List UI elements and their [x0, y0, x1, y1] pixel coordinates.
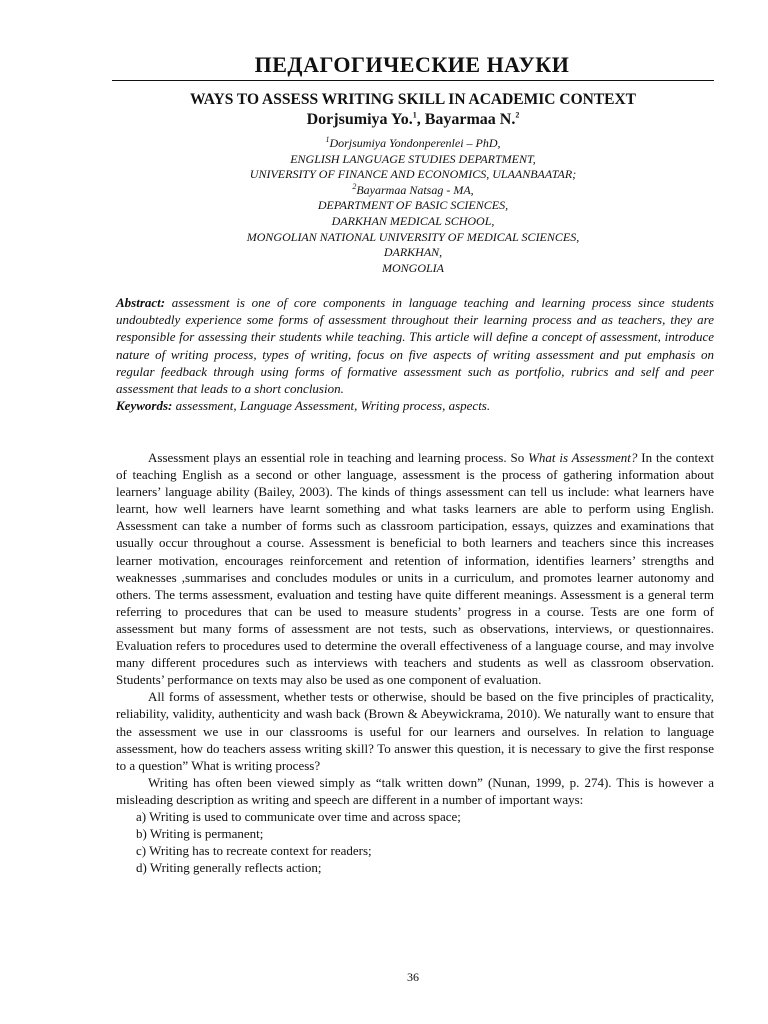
aff1-sup: 1	[325, 135, 330, 144]
aff2-univ: MONGOLIAN NATIONAL UNIVERSITY OF MEDICAL SCIENCES,	[246, 229, 580, 244]
author-2: Bayarmaa N.	[424, 111, 516, 128]
abstract-label: Abstract:	[116, 295, 166, 310]
abstract-text: assessment is one of core components in language teaching and learning process since students undoubtedly experience some forms of assessment throughout their learning process and as teachers, they are responsible for assessing their students while teaching. This article will define a concept of assessment, introduce nature of writing process, types of writing, focus on five aspects of writing assessment and put emphasis on regular feedback through using forms of formative assessment such as portfolio, rubrics and self and peer assessment that leads to a short conclusion.	[116, 295, 714, 397]
aff1-name-line	[112, 136, 714, 152]
aff2-country: MONGOLIA	[382, 260, 444, 275]
header-rule	[112, 80, 714, 81]
list-item: b) Writing is permanent;	[136, 826, 264, 842]
p1-start: Assessment plays an essential role in teaching and learning process. So	[148, 450, 529, 465]
aff2-name: Bayarmaa Natsag - MA,	[356, 182, 474, 197]
page-number: 36	[407, 970, 419, 984]
aff1-dept: ENGLISH LANGUAGE STUDIES DEPARTMENT,	[290, 151, 536, 166]
aff2-city: DARKHAN,	[383, 245, 443, 260]
keywords-label: Keywords:	[116, 398, 173, 414]
authors-separator: ,	[416, 111, 425, 128]
aff2-dept: DEPARTMENT OF BASIC SCIENCES,	[317, 198, 509, 213]
author-1: Dorjsumiya Yo.	[306, 111, 413, 128]
keywords-text: assessment, Language Assessment, Writing process, aspects.	[172, 398, 491, 414]
author-1-sup: 1	[412, 110, 417, 120]
p1-italic: What is Assessment?	[528, 450, 638, 465]
body-paragraph-3: Writing has often been viewed simply as “talk written down” (Nunan, 1999, p. 274). This is however a misleading description as writing and speech are different in a number of important ways:	[116, 774, 714, 807]
list-item: a) Writing is used to communicate over time and across space;	[136, 808, 461, 824]
keywords-paragraph	[116, 397, 714, 414]
list-item: d) Writing generally reflects action;	[136, 860, 322, 876]
authors-line	[112, 111, 714, 129]
body-paragraph-1	[116, 449, 714, 688]
article-title: WAYS TO ASSESS WRITING SKILL IN ACADEMIC CONTEXT	[189, 91, 637, 108]
author-2-sup: 2	[515, 110, 520, 120]
writing-differences-list	[116, 808, 714, 876]
aff2-sup: 2	[352, 181, 357, 191]
affiliations	[112, 136, 714, 276]
aff1-univ: UNIVERSITY OF FINANCE AND ECONOMICS, ULAANBAATAR;	[249, 167, 577, 182]
abstract-paragraph	[116, 294, 714, 397]
body-text	[116, 449, 714, 876]
aff2-name-line	[112, 183, 714, 199]
body-paragraph-2: All forms of assessment, whether tests or otherwise, should be based on the five principles of practicality, reliability, validity, authenticity and wash back (Brown & Abeywickrama, 2010). We naturally want to ensure that the assessment we use in our classrooms is useful for our learners and ourselves. In relation to language assessment, how do teachers assess writing skill? To answer this question, it is necessary to give the first response to a question” What is writing process?	[116, 689, 714, 773]
list-item: c) Writing has to recreate context for readers;	[136, 843, 372, 859]
journal-section-header: ПЕДАГОГИЧЕСКИЕ НАУКИ	[254, 52, 570, 77]
p1-rest: In the context of teaching English as a second or other language, assessment is the process of gathering information about learners’ language ability (Bailey, 2003). The kinds of things assessment can tell us include: what learners have learnt, how well learners have learnt something and what tasks learners are able to perform using English. Assessment can take a number of forms such as classroom participation, essays, quizzes and examinations that usually occur throughout a course. Assessment is beneficial to both learners and teachers since this increases learner motivation, encourages reinforcement and retention of information, identifies learners’ strengths and weaknesses ,summarises and concludes modules or units in a curriculum, and promotes learner autonomy and others. The terms assessment, evaluation and testing have quite different meanings. Assessment is a general term referring to procedures that can be used to measure students’ progress in a course. Tests are one form of assessment but many forms of assessment are not tests, such as observations, interviews, or questionnaires. Evaluation refers to procedures used to determine the overall effectiveness of a language course, and may involve many different procedures such as interviews with teachers and students as well as classroom observation. Students’ performance on texts may also be used as one component of evaluation.	[116, 450, 714, 688]
abstract-block	[116, 294, 714, 414]
aff2-school: DARKHAN MEDICAL SCHOOL,	[331, 213, 495, 228]
aff1-name: Dorjsumiya Yondonperenlei – PhD,	[329, 136, 501, 150]
